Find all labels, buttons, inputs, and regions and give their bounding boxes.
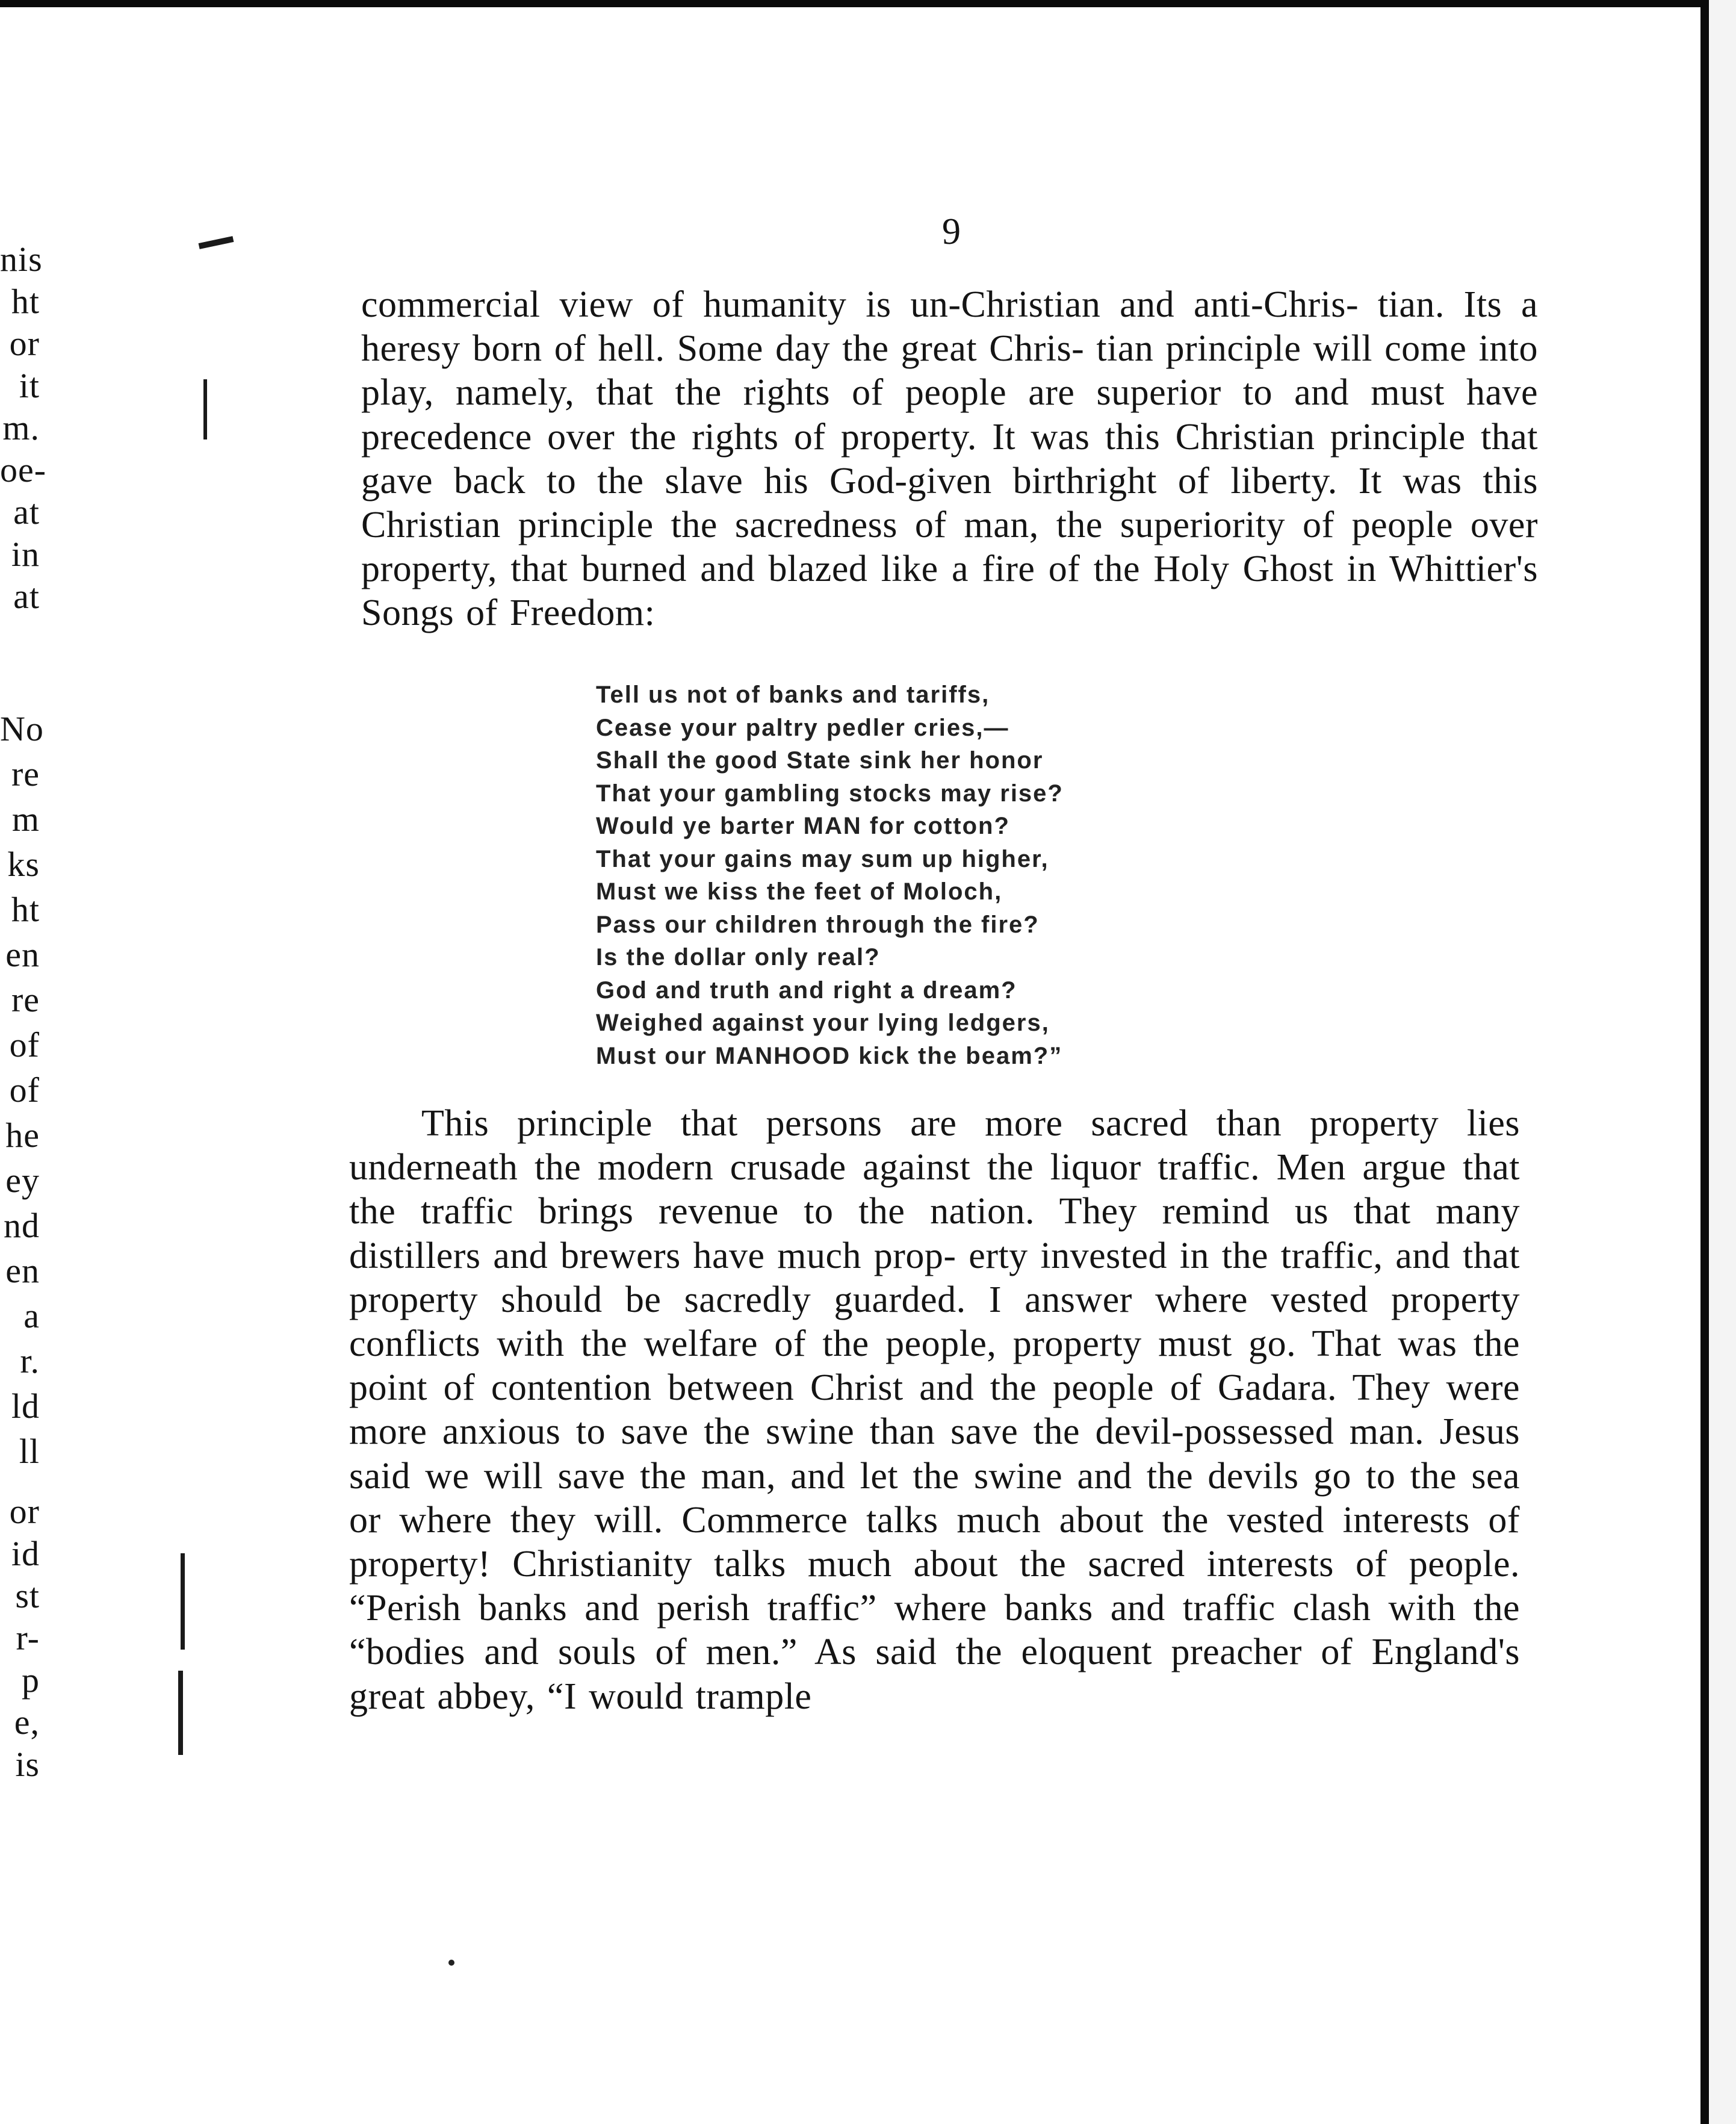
fragment-line: in — [11, 535, 40, 574]
fragment-line: en — [5, 935, 40, 974]
poem-line: Is the dollar only real? — [596, 944, 881, 970]
fragment-line: id — [11, 1534, 40, 1573]
poem-line: Tell us not of banks and tariffs, — [596, 682, 990, 708]
fragment-line: he — [5, 1116, 40, 1155]
scan-border-top — [0, 0, 1700, 7]
fragment-line: ld — [11, 1386, 40, 1426]
poem-line: Pass our children through the fire? — [596, 911, 1040, 938]
poem-line: Cease your paltry pedler cries,— — [596, 714, 1009, 741]
fragment-line: or — [9, 324, 40, 363]
fragment-line: re — [11, 754, 40, 793]
fragment-line: is — [15, 1745, 40, 1784]
fragment-line: of — [9, 1025, 40, 1064]
poem-line: Shall the good State sink her honor — [596, 747, 1044, 774]
body-paragraph: This principle that persons are more sacred than property lies underneath the modern crusade against the liquor traffic. Men argue that the traffic brings revenue to the nation. They remind us that many distillers and brewers have much prop- erty invested in the traffic, and that property should be sacredly guarded. I answer where vested property conflicts with the welfare of the people, property must go. That was the point of contention between Christ and the people of Gadara. They were more anxious to save the swine than save the devil-possessed man. Jesus said we will save the man, and let the swine and the devils go to the sea or where they will. Commerce talks much about the vested interests of property! Christianity talks much about the sacred interests of people. “Perish banks and perish traffic” where banks and traffic clash with the “bodies and souls of men.” As said the eloquent preacher of England's great abbey, “I would trample — [349, 1103, 1520, 1717]
fragment-line: nis — [0, 240, 43, 279]
fragment-line: en — [5, 1251, 40, 1290]
poem-line: Weighed against your lying ledgers, — [596, 1010, 1050, 1036]
fragment-line: re — [11, 980, 40, 1019]
fragment-line: oe- — [0, 450, 47, 489]
speck — [448, 1960, 454, 1966]
fragment-line: m. — [2, 408, 40, 447]
fragment-line: r- — [16, 1618, 40, 1657]
fragment-line: e, — [14, 1703, 40, 1742]
poem-quotation — [596, 678, 1210, 1072]
fragment-line: r. — [20, 1341, 40, 1380]
poem-line: Must we kiss the feet of Moloch, — [596, 878, 1003, 905]
body-paragraph: commercial view of humanity is un-Christian and anti-Chris- tian. Its a heresy born of hell. Some day the great Chris- tian principle will come into play, namely, that the rights of people are superior to and must have precedence over the rights of property. It was this Christian principle that gave back to the slave his God-given birthright of liberty. It was this Christian principle the sacredness of man, the superiority of people over property, that burned and blazed like a fire of the Holy Ghost in Whittier's Songs of Freedom: — [361, 284, 1538, 634]
poem-line: Must our MANHOOD kick the beam?” — [596, 1042, 1063, 1069]
binding-mark — [178, 1671, 183, 1755]
fragment-line: ll — [19, 1432, 40, 1471]
fragment-line: or — [9, 1492, 40, 1531]
fragment-line: at — [13, 577, 40, 616]
fragment-line: st — [15, 1576, 40, 1615]
binding-mark — [203, 379, 207, 439]
fragment-line: ht — [11, 890, 40, 929]
fragment-line: a — [23, 1296, 40, 1335]
poem-line: Would ye barter MAN for cotton? — [596, 813, 1010, 839]
fragment-line: of — [9, 1070, 40, 1110]
fragment-line: p — [22, 1660, 40, 1700]
fragment-line: ks — [7, 845, 40, 884]
fragment-line: nd — [4, 1206, 40, 1245]
poem-line: That your gains may sum up higher, — [596, 845, 1049, 872]
fragment-line: m — [11, 800, 40, 839]
scan-mark — [199, 236, 234, 249]
binding-mark — [181, 1553, 185, 1650]
fragment-line: ey — [5, 1161, 40, 1200]
page-number: 9 — [942, 211, 961, 252]
fragment-line: ht — [11, 282, 40, 321]
scan-border-right — [1700, 0, 1709, 2124]
fragment-line: it — [19, 366, 40, 405]
fragment-line: at — [13, 492, 40, 532]
poem-line: That your gambling stocks may rise? — [596, 780, 1064, 807]
fragment-line: No — [0, 709, 44, 748]
scan-margin-right — [1709, 0, 1736, 2124]
poem-line: God and truth and right a dream? — [596, 977, 1017, 1004]
